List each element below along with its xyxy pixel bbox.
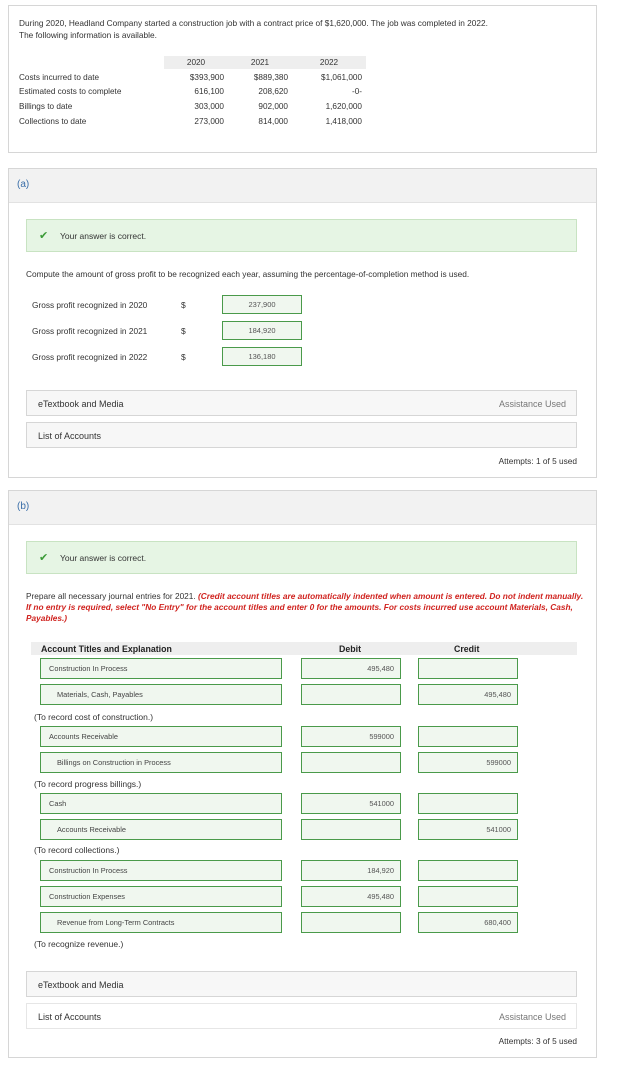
- gross-profit-row: [32, 347, 312, 367]
- debit-input[interactable]: 495,480: [301, 658, 401, 679]
- credit-input[interactable]: [418, 658, 518, 679]
- debit-input[interactable]: [301, 684, 401, 705]
- checkmark-icon: ✔: [39, 230, 49, 242]
- debit-input[interactable]: 184,920: [301, 860, 401, 881]
- account-title-input[interactable]: Construction In Process: [40, 658, 282, 679]
- cell-value: $889,380: [253, 73, 288, 82]
- correct-banner: [26, 541, 577, 574]
- list-of-accounts-bar[interactable]: [26, 1003, 577, 1029]
- journal-row: [31, 658, 577, 679]
- credit-input[interactable]: [418, 793, 518, 814]
- row-label: Collections to date: [19, 117, 87, 126]
- checkmark-icon: ✔: [39, 552, 49, 564]
- intro-line-2: The following information is available.: [19, 30, 157, 40]
- account-title-input[interactable]: Revenue from Long-Term Contracts: [40, 912, 282, 933]
- debit-column-header: Debit: [339, 644, 361, 654]
- journal-row: [31, 684, 577, 705]
- credit-column-header: Credit: [454, 644, 480, 654]
- cell-value: 1,620,000: [325, 102, 362, 111]
- correct-banner: [26, 219, 577, 252]
- entry-memo: (To record progress billings.): [34, 779, 142, 789]
- account-column-header: Account Titles and Explanation: [41, 644, 172, 654]
- account-title-input[interactable]: Billings on Construction in Process: [40, 752, 282, 773]
- cell-value: $1,061,000: [321, 73, 362, 82]
- etextbook-link[interactable]: eTextbook and Media: [38, 399, 124, 409]
- list-of-accounts-link[interactable]: List of Accounts: [38, 431, 102, 441]
- credit-input[interactable]: [418, 726, 518, 747]
- section-b: [8, 490, 597, 1058]
- list-of-accounts-link[interactable]: List of Accounts: [38, 1012, 102, 1022]
- problem-intro: [19, 17, 587, 41]
- cell-value: 303,000: [194, 102, 224, 111]
- section-header: [9, 491, 596, 525]
- instruction-text: Prepare all necessary journal entries for 2021.: [26, 591, 199, 601]
- debit-input[interactable]: 541000: [301, 793, 401, 814]
- currency-symbol: $: [181, 352, 186, 362]
- cell-value: $393,900: [189, 73, 224, 82]
- debit-input[interactable]: [301, 752, 401, 773]
- etextbook-bar[interactable]: [26, 390, 577, 416]
- attempts-counter: Attempts: 3 of 5 used: [498, 1036, 577, 1046]
- credit-input[interactable]: [418, 860, 518, 881]
- gross-profit-2021-input[interactable]: 184,920: [222, 321, 302, 340]
- year-header: 2021: [228, 56, 292, 69]
- credit-input[interactable]: 680,400: [418, 912, 518, 933]
- debit-input[interactable]: [301, 912, 401, 933]
- account-title-input[interactable]: Accounts Receivable: [40, 819, 282, 840]
- etextbook-bar[interactable]: [26, 971, 577, 997]
- account-title-input[interactable]: Materials, Cash, Payables: [40, 684, 282, 705]
- journal-row: [31, 819, 577, 840]
- row-label: Gross profit recognized in 2021: [32, 326, 148, 336]
- journal-row: [31, 752, 577, 773]
- gross-profit-2020-input[interactable]: 237,900: [222, 295, 302, 314]
- problem-panel: [8, 5, 597, 153]
- row-label: Billings to date: [19, 102, 73, 111]
- entry-memo: (To record cost of construction.): [34, 712, 154, 722]
- cell-value: 273,000: [194, 117, 224, 126]
- entry-memo: (To record collections.): [34, 845, 120, 855]
- cell-value: 616,100: [194, 87, 224, 96]
- journal-row: [31, 726, 577, 747]
- section-header: [9, 169, 596, 203]
- table-row: [19, 69, 366, 84]
- assistance-used: Assistance Used: [498, 399, 566, 409]
- table-row: [19, 84, 366, 99]
- gross-profit-2022-input[interactable]: 136,180: [222, 347, 302, 366]
- cell-value: 208,620: [258, 87, 288, 96]
- journal-row: [31, 793, 577, 814]
- section-letter: (a): [17, 179, 30, 190]
- instruction-note: (Credit account titles are automatically indented when amount is entered. Do not indent manually. If no entry is required, select "No Entry" for the account titles and enter 0 for the amounts. For costs incurred use account Materials, Cash, Payables.): [26, 591, 584, 623]
- account-title-input[interactable]: Cash: [40, 793, 282, 814]
- cell-value: -0-: [351, 87, 362, 96]
- debit-input[interactable]: [301, 819, 401, 840]
- table-row: [19, 99, 366, 114]
- journal-row: [31, 860, 577, 881]
- row-label: Estimated costs to complete: [19, 87, 122, 96]
- cell-value: 1,418,000: [325, 117, 362, 126]
- year-header: 2020: [164, 56, 228, 69]
- instruction: [26, 591, 586, 624]
- row-label: Gross profit recognized in 2022: [32, 352, 148, 362]
- section-a: [8, 168, 597, 478]
- account-title-input[interactable]: Construction Expenses: [40, 886, 282, 907]
- credit-input[interactable]: 599000: [418, 752, 518, 773]
- credit-input[interactable]: 541000: [418, 819, 518, 840]
- account-title-input[interactable]: Accounts Receivable: [40, 726, 282, 747]
- correct-message: Your answer is correct.: [60, 553, 147, 563]
- credit-input[interactable]: [418, 886, 518, 907]
- journal-row: [31, 886, 577, 907]
- currency-symbol: $: [181, 300, 186, 310]
- row-label: Costs incurred to date: [19, 73, 100, 82]
- attempts-counter: Attempts: 1 of 5 used: [498, 456, 577, 466]
- section-letter: (b): [17, 501, 30, 512]
- list-of-accounts-bar[interactable]: [26, 422, 577, 448]
- etextbook-link[interactable]: eTextbook and Media: [38, 980, 124, 990]
- year-header: 2022: [292, 56, 366, 69]
- entry-memo: (To recognize revenue.): [34, 939, 124, 949]
- gross-profit-row: [32, 295, 312, 315]
- row-label: Gross profit recognized in 2020: [32, 300, 148, 310]
- journal-row: [31, 912, 577, 933]
- journal-header: [31, 642, 577, 655]
- debit-input[interactable]: 599000: [301, 726, 401, 747]
- account-title-input[interactable]: Construction In Process: [40, 860, 282, 881]
- cell-value: 814,000: [258, 117, 288, 126]
- instruction: Compute the amount of gross profit to be recognized each year, assuming the percentage-of-completion method is used.: [26, 269, 470, 279]
- intro-line-1: During 2020, Headland Company started a construction job with a contract price of $1,620,000. The job was completed in 2022.: [19, 18, 488, 28]
- currency-symbol: $: [181, 326, 186, 336]
- cell-value: 902,000: [258, 102, 288, 111]
- credit-input[interactable]: 495,480: [418, 684, 518, 705]
- correct-message: Your answer is correct.: [60, 231, 147, 241]
- assistance-used: Assistance Used: [498, 1012, 566, 1022]
- debit-input[interactable]: 495,480: [301, 886, 401, 907]
- info-table: [19, 56, 366, 129]
- gross-profit-row: [32, 321, 312, 341]
- table-row: [19, 114, 366, 129]
